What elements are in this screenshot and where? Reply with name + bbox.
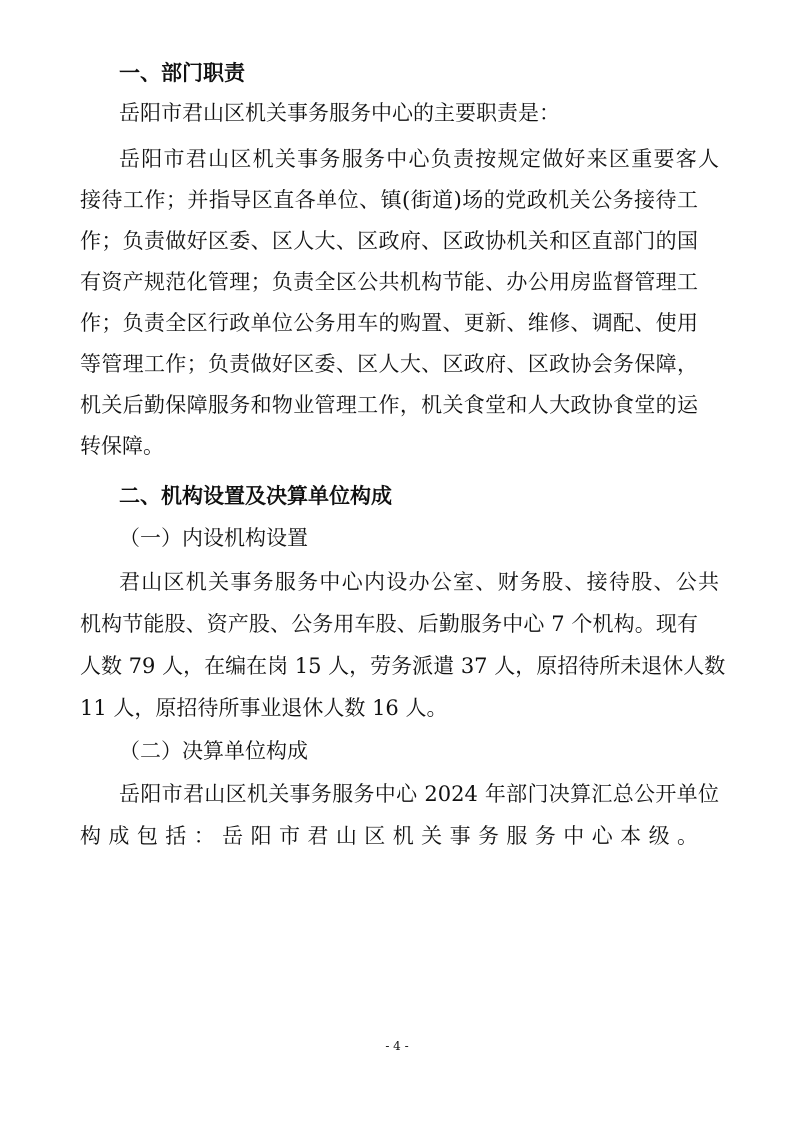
section1-intro: 岳阳市君山区机关事务服务中心的主要职责是： (119, 101, 560, 125)
duties-line-8: 转保障。 (80, 434, 164, 458)
sub1-line-2: 机构节能股、资产股、公务用车股、后勤服务中心 7 个机构。现有 (80, 612, 698, 636)
sub2-line-2: 构成包括：岳阳市君山区机关事务服务中心本级。 (80, 824, 698, 848)
sub1-line-3: 人数 79 人，在编在岗 15 人，劳务派遣 37 人，原招待所未退休人数 (80, 654, 726, 678)
sub1-line-1: 君山区机关事务服务中心内设办公室、财务股、接待股、公共 (119, 570, 719, 594)
section1-heading: 一、部门职责 (119, 61, 245, 85)
sub1-heading: （一）内设机构设置 (119, 526, 308, 550)
page-number: - 4 - (385, 1039, 409, 1053)
duties-line-7: 机关后勤保障服务和物业管理工作，机关食堂和人大政协食堂的运 (80, 393, 698, 417)
section2-heading: 二、机构设置及决算单位构成 (119, 484, 392, 508)
duties-line-2: 接待工作；并指导区直各单位、镇(街道)场的党政机关公务接待工 (80, 188, 698, 212)
duties-line-3: 作；负责做好区委、区人大、区政府、区政协机关和区直部门的国 (80, 229, 698, 253)
duties-line-4: 有资产规范化管理；负责全区公共机构节能、办公用房监督管理工 (80, 270, 698, 294)
duties-line-1: 岳阳市君山区机关事务服务中心负责按规定做好来区重要客人 (119, 147, 719, 171)
sub2-line-1: 岳阳市君山区机关事务服务中心 2024 年部门决算汇总公开单位 (119, 782, 719, 806)
duties-line-5: 作；负责全区行政单位公务用车的购置、更新、维修、调配、使用 (80, 311, 698, 335)
sub2-heading: （二）决算单位构成 (119, 739, 308, 763)
sub1-line-4: 11 人，原招待所事业退休人数 16 人。 (80, 696, 448, 720)
duties-line-6: 等管理工作；负责做好区委、区人大、区政府、区政协会务保障， (80, 352, 698, 376)
